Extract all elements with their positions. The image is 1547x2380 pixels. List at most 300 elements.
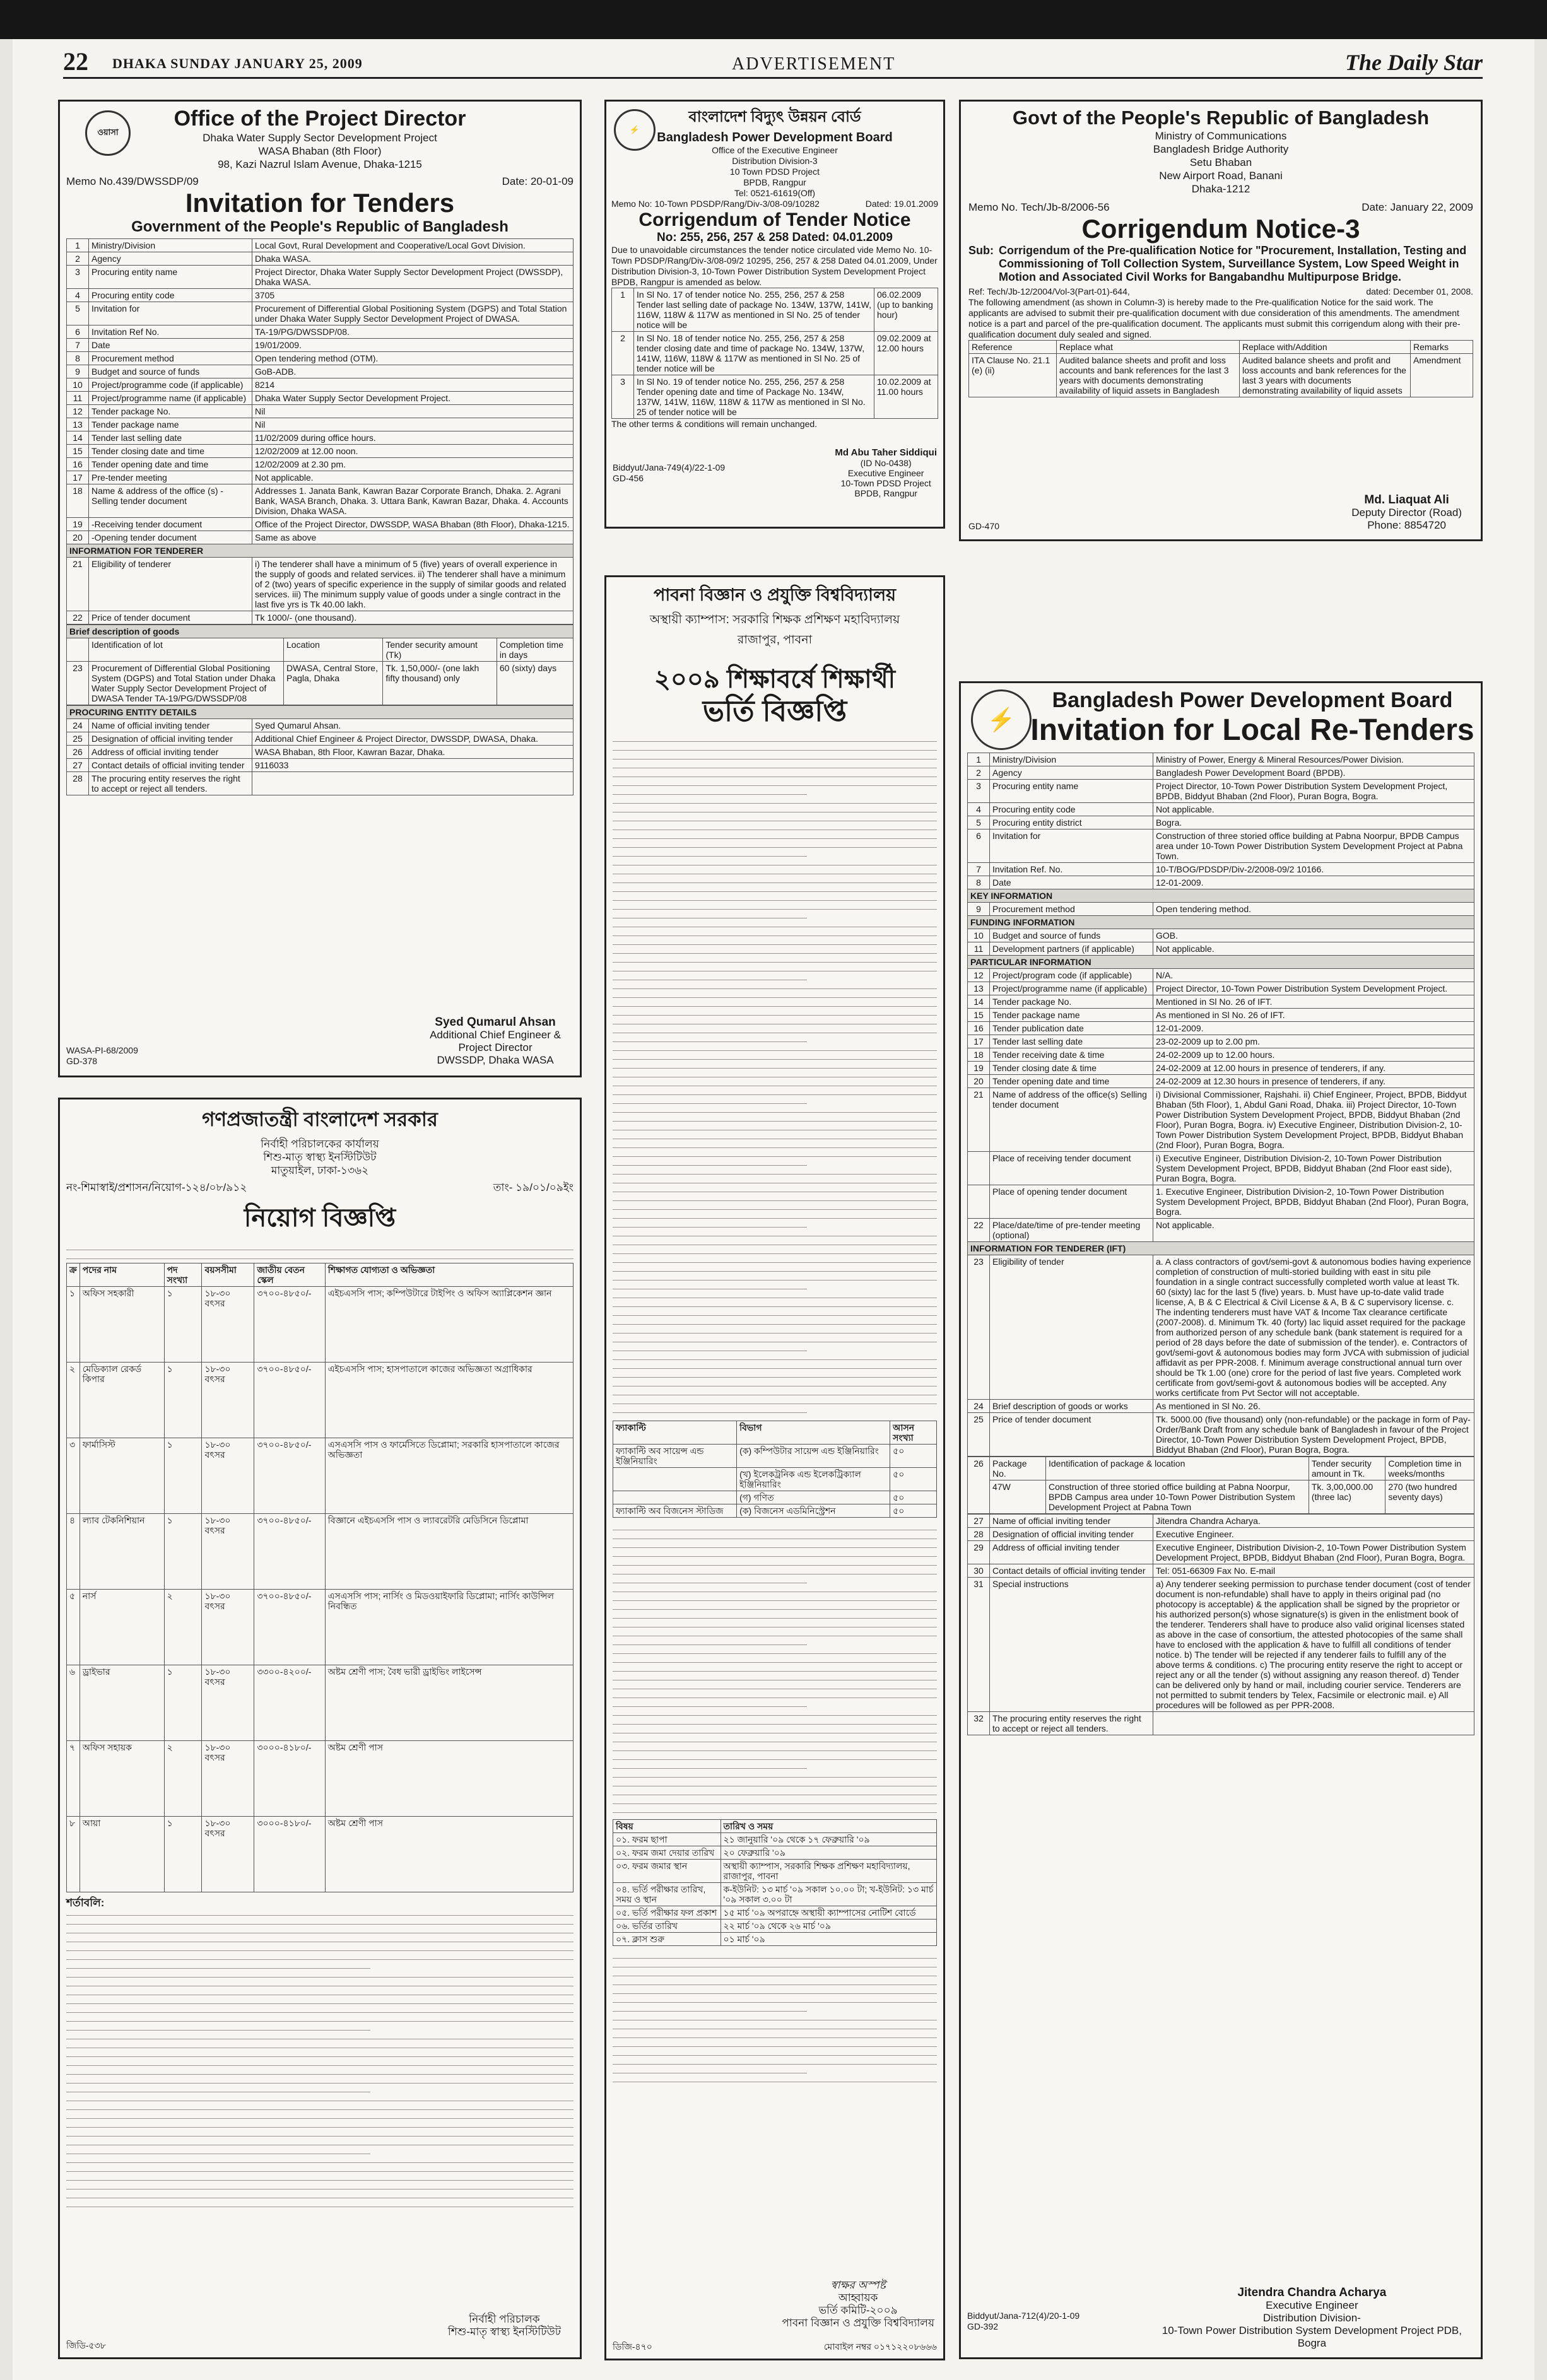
table-cell: ফ্যাকাল্টি অব সায়েন্স এন্ড ইঞ্জিনিয়ারিং <box>613 1445 737 1468</box>
row-label: Pre-tender meeting <box>89 471 252 484</box>
text-line <box>613 1988 937 1994</box>
text-line <box>66 2077 574 2084</box>
row-label: Invitation Ref. No. <box>990 863 1153 876</box>
row-value: 11/02/2009 during office hours. <box>252 431 574 445</box>
text-line <box>613 912 807 918</box>
table-row <box>968 929 1474 942</box>
table-row <box>968 1219 1474 1242</box>
row-number: 5 <box>968 816 990 829</box>
signatory-designation: Additional Chief Engineer & <box>430 1029 561 1041</box>
table-row <box>613 1468 937 1491</box>
text-line <box>66 2024 370 2031</box>
text-line <box>613 1248 937 1254</box>
row-number: 6 <box>67 325 89 339</box>
column-header: বয়সসীমা <box>202 1263 254 1287</box>
table-row <box>968 766 1474 780</box>
row-number: 10 <box>67 378 89 392</box>
reference-date: dated: December 01, 2008. <box>1366 286 1473 296</box>
text-line <box>613 1683 937 1689</box>
signatory-name: Md. Liaquat Ali <box>1364 493 1449 507</box>
table-cell: ৭ <box>67 1741 80 1817</box>
table-row <box>67 405 574 418</box>
text-line <box>613 1807 937 1813</box>
row-label: Agency <box>89 252 252 266</box>
text-line <box>66 2139 574 2145</box>
row-value: Executive Engineer. <box>1153 1528 1474 1541</box>
text-line <box>613 868 937 874</box>
table-cell: ৫ <box>67 1590 80 1665</box>
table-cell: ১৮-৩০ বৎসর <box>202 1817 254 1892</box>
row-number: 13 <box>67 418 89 431</box>
row-number: 22 <box>968 1219 990 1242</box>
table-cell: (খ) ইলেকট্রনিক এন্ড ইলেকট্রিক্যাল ইঞ্জিনিয়ারিং <box>737 1468 890 1491</box>
table-cell: ৩৭০০-৪৮৫০/- <box>254 1590 325 1665</box>
table-cell: 1 <box>612 288 634 332</box>
ad-code: GD-470 <box>968 521 1000 531</box>
ad-title: Corrigendum of Tender Notice <box>638 209 911 230</box>
table-cell: ১ <box>164 1817 202 1892</box>
other-terms: The other terms & conditions will remain unchanged. <box>611 419 818 429</box>
text-line <box>613 1648 937 1654</box>
signatory-designation: 10-Town PDSD Project <box>840 478 931 488</box>
row-number: 30 <box>968 1564 990 1578</box>
row-number: 25 <box>67 732 89 746</box>
place: রাজাপুর, পাবনা <box>737 633 813 647</box>
text-line <box>613 1239 937 1245</box>
row-number: 13 <box>968 982 990 995</box>
ad-subtitle: ভর্তি বিজ্ঞপ্তি <box>702 695 847 727</box>
table-cell: মেডিক্যাল রেকর্ড কিপার <box>79 1363 164 1438</box>
table-row <box>67 239 574 252</box>
table-row <box>67 1438 574 1514</box>
text-line <box>613 1265 937 1272</box>
table-row <box>67 518 574 531</box>
address-line: Setu Bhaban <box>1189 156 1252 168</box>
table-cell: ১ <box>164 1665 202 1741</box>
ad-code-line: Biddyut/Jana-749(4)/22-1-09 <box>613 462 726 472</box>
text-line <box>613 2005 807 2012</box>
table-row <box>67 1287 574 1363</box>
text-line <box>613 956 937 963</box>
bpdb-retender-ad <box>959 681 1483 2359</box>
text-line <box>613 744 937 751</box>
text-line <box>613 1524 937 1530</box>
row-value: 24-02-2009 at 12.30 hours in presence of tenderers, if any. <box>1153 1075 1474 1088</box>
row-label: Brief description of goods or works <box>990 1400 1153 1413</box>
table-row <box>968 753 1474 766</box>
lot-header: Tender security amount (Tk) <box>383 638 497 662</box>
row-number: 16 <box>67 458 89 471</box>
memo-date: Date: January 22, 2009 <box>1362 201 1473 213</box>
table-row <box>968 1062 1474 1075</box>
memo-date: Dated: 19.01.2009 <box>865 199 938 209</box>
text-line <box>613 833 937 839</box>
mobile-number: মোবাইল নম্বর ০১৭১২২০৮৬৬৬ <box>823 2342 937 2352</box>
text-line <box>613 1709 937 1716</box>
table-row <box>613 1491 937 1504</box>
row-value: 23-02-2009 up to 2.00 pm. <box>1153 1035 1474 1048</box>
text-line <box>613 1283 807 1289</box>
section-header: INFORMATION FOR TENDERER (IFT) <box>968 1242 1474 1255</box>
text-line <box>613 1071 937 1077</box>
ad-code-line: Biddyut/Jana-712(4)/20-1-09 <box>967 2311 1080 2321</box>
text-line <box>613 1274 937 1281</box>
table-cell: ২ <box>164 1590 202 1665</box>
text-line <box>613 753 937 759</box>
address-line: Bangladesh Bridge Authority <box>1153 143 1289 155</box>
row-label: -Receiving tender document <box>89 518 252 531</box>
body-text-lines <box>613 736 937 1417</box>
row-label: Tender last selling date <box>990 1035 1153 1048</box>
text-line <box>613 1115 937 1122</box>
row-label: Tender opening date and time <box>89 458 252 471</box>
table-cell: 47W <box>990 1480 1046 1514</box>
org-name: Bangladesh Power Development Board <box>1052 688 1453 712</box>
table-row <box>67 484 574 518</box>
ad-code <box>613 462 725 484</box>
table-row <box>968 1022 1474 1035</box>
text-line <box>613 2049 937 2056</box>
row-number: 5 <box>67 302 89 325</box>
table-row <box>968 829 1474 863</box>
table-row <box>613 1833 937 1846</box>
row-label: Name of official inviting tender <box>990 1515 1153 1528</box>
text-line <box>613 1371 937 1378</box>
signatory-designation: আহ্বায়ক <box>838 2292 878 2304</box>
table-row <box>968 1578 1474 1712</box>
row-value: Jitendra Chandra Acharya. <box>1153 1515 1474 1528</box>
signatory-designation: Distribution Division- <box>1262 2312 1361 2324</box>
row-value: Nil <box>252 405 574 418</box>
office-line: শিশু-মাতৃ স্বাস্থ্য ইনস্টিটিউট <box>263 1151 377 1163</box>
row-label: Project/programme code (if applicable) <box>89 378 252 392</box>
row-number: 28 <box>968 1528 990 1541</box>
text-line <box>66 1244 574 1250</box>
table-row <box>67 458 574 471</box>
table-cell: ০৫. ভর্তি পরীক্ষার ফল প্রকাশ <box>613 1906 721 1920</box>
body-text: The following amendment (as shown in Column-3) is hereby made to the Pre-qualification Notice for the said work. The applicants are advised to submit their pre-qualification document with due consideration of this amendments. The amendment notice is a part and parcel of the pre-qualification document. The applicants must submit this corrigendum along with their pre-qualification document duly sealed and signed. <box>968 297 1461 339</box>
text-line <box>613 1133 937 1139</box>
row-value: Project Director, Dhaka Water Supply Sector Development Project (DWSSDP), Dhaka WASA. <box>252 266 574 289</box>
row-number: 7 <box>67 339 89 352</box>
table-cell: ৩৭০০-৪৮৫০/- <box>254 1287 325 1363</box>
text-line <box>613 1124 937 1130</box>
text-line <box>66 2051 574 2057</box>
signatory-designation: BPDB, Rangpur <box>854 488 917 498</box>
table-row <box>67 392 574 405</box>
row-label: Name of address of the office(s) Selling tender document <box>990 1088 1153 1152</box>
row-value: Tel: 051-66309 Fax No. E-mail <box>1153 1564 1474 1578</box>
row-value: Addresses 1. Janata Bank, Kawran Bazar Corporate Branch, Dhaka. 2. Agrani Bank, WASA Branch, Dhaka. 3. Uttara Bank, Kawran Bazar, Dhaka. 4. Accounts Division, Dhaka WASA. <box>252 484 574 518</box>
text-line <box>613 886 937 892</box>
text-line <box>613 1542 937 1548</box>
row-value: Procurement of Differential Global Positioning System (DGPS) and Total Station under Dhaka Water Supply Sector Development Project of DWASA. <box>252 302 574 325</box>
text-line <box>613 1656 937 1663</box>
row-value: Ministry of Power, Energy & Mineral Resources/Power Division. <box>1153 753 1474 766</box>
text-line <box>613 2067 807 2073</box>
row-label: Address of official inviting tender <box>990 1541 1153 1564</box>
table-cell: ড্রাইভার <box>79 1665 164 1741</box>
signatory-designation: DWSSDP, Dhaka WASA <box>437 1054 554 1066</box>
column-header: পদের নাম <box>79 1263 164 1287</box>
table-cell: ৩৭০০-৪৮৫০/- <box>254 1363 325 1438</box>
row-label: Tender opening date and time <box>990 1075 1153 1088</box>
text-line <box>66 2033 574 2039</box>
table-cell: Tk. 3,00,000.00 (three lac) <box>1309 1480 1385 1514</box>
text-line <box>613 736 937 742</box>
row-value: Office of the Project Director, DWSSDP, WASA Bhaban (8th Floor), Dhaka-1215. <box>252 518 574 531</box>
text-line <box>613 1612 937 1619</box>
text-line <box>613 1018 937 1024</box>
table-cell: ১৮-৩০ বৎসর <box>202 1514 254 1590</box>
row-value: Project Director, 10-Town Power Distribution System Development Project, BPDB, Biddyut Bhaban (2nd Floor), Puran Bogra, Bogra. <box>1153 780 1474 803</box>
table-row <box>613 1504 937 1518</box>
campus: অস্থায়ী ক্যাম্পাস: সরকারি শিক্ষক প্রশিক্ষণ মহাবিদ্যালয় <box>649 613 900 626</box>
text-line <box>613 1595 937 1601</box>
row-number: 23 <box>968 1255 990 1400</box>
row-number: 9 <box>968 903 990 916</box>
row-number: 2 <box>968 766 990 780</box>
table-row <box>968 1400 1474 1413</box>
amendment-table <box>611 288 938 419</box>
text-line <box>613 1053 937 1060</box>
text-line <box>66 1918 574 1925</box>
row-label: Price of tender document <box>89 611 252 624</box>
table-row <box>968 1185 1474 1219</box>
row-label: Procuring entity code <box>990 803 1153 816</box>
address-line-1: WASA Bhaban (8th Floor) <box>258 145 382 157</box>
post-table <box>66 1263 574 1892</box>
text-line <box>613 1301 937 1307</box>
table-cell: ০২. ফরম জমা দেয়ার তারিখ <box>613 1846 721 1860</box>
text-line <box>613 1195 937 1201</box>
table-cell: ০৩. ফরম জমার স্থান <box>613 1860 721 1883</box>
table-row <box>968 1413 1474 1457</box>
wasa-emblem-icon: ওয়াসা <box>85 110 131 156</box>
table-cell: ১৮-৩০ বৎসর <box>202 1363 254 1438</box>
text-line <box>66 2095 574 2101</box>
text-line <box>66 1909 574 1916</box>
table-row <box>67 418 574 431</box>
row-label: Contact details of official inviting tender <box>89 759 252 772</box>
table-cell: ৩০০০-৪১৮০/- <box>254 1741 325 1817</box>
column-header: Remarks <box>1411 341 1473 354</box>
section-header: PARTICULAR INFORMATION <box>968 956 1474 969</box>
row-label: Tender closing date & time <box>990 1062 1153 1075</box>
row-value: Construction of three storied office building at Pabna Noorpur, BPDB Campus area under 10-Town Power Distribution System Development Project at Pabna Town. <box>1153 829 1474 863</box>
table-cell: অফিস সহকারী <box>79 1287 164 1363</box>
table-row <box>968 816 1474 829</box>
text-line <box>613 2032 937 2038</box>
column-header: Completion time in weeks/months <box>1385 1457 1474 1480</box>
text-line <box>613 903 937 910</box>
text-line <box>66 1971 574 1978</box>
row-number: 21 <box>67 558 89 611</box>
table-row <box>968 982 1474 995</box>
column-header: Package No. <box>990 1457 1046 1480</box>
row-value: i) Divisional Commissioner, Rajshahi. ii) Chief Engineer, Project, BPDB, Biddyut Bhaban (5th Floor), 1, Abdul Gani Road, Dhaka. iii) Project Director, 10-Town Power Distribution System Development Project, BPDB, Biddyut Bhaban (2nd Floor), Puran Bogra, Bogra. iv) Executive Engineer, Distribution Division-2, 10-Town Power Distribution System Development Project, BPDB, Biddyut Bhaban (2nd Floor), Puran Bogra, Bogra. <box>1153 1088 1474 1152</box>
text-line <box>613 1736 937 1742</box>
text-line <box>613 1168 937 1175</box>
row-number: 4 <box>968 803 990 816</box>
text-line <box>613 1336 937 1342</box>
row-number: 18 <box>67 484 89 518</box>
row-number: 24 <box>67 719 89 732</box>
row-label: Date <box>89 339 252 352</box>
signatory-name: Syed Qumarul Ahsan <box>435 1016 556 1029</box>
row-value: Same as above <box>252 531 574 544</box>
text-line <box>613 1177 937 1183</box>
signatory-designation: শিশু-মাতৃ স্বাস্থ্য ইনস্টিটিউট <box>447 2326 561 2338</box>
table-cell: 2 <box>612 332 634 375</box>
row-number: 27 <box>968 1515 990 1528</box>
row-number: 6 <box>968 829 990 863</box>
row-label: Tender package name <box>89 418 252 431</box>
corrigendum-table <box>968 340 1473 397</box>
table-row <box>67 431 574 445</box>
lot-number: 23 <box>67 662 89 705</box>
table-cell: ৫০ <box>890 1468 937 1491</box>
text-line <box>66 1980 574 1986</box>
text-line <box>613 1027 937 1033</box>
column-header: Identification of package & location <box>1046 1457 1309 1480</box>
table-cell: ০৭. ক্লাস শুরু <box>613 1933 721 1946</box>
ad-code: জিডি-৫৩৮ <box>66 2340 106 2350</box>
table-row <box>968 1075 1474 1088</box>
govt-line: Government of the People's Republic of Bangladesh <box>131 218 509 235</box>
office-line: BPDB, Rangpur <box>743 177 806 187</box>
row-value: WASA Bhaban, 8th Floor, Kawran Bazar, Dhaka. <box>252 746 574 759</box>
bridge-authority-ad <box>959 100 1483 541</box>
table-row <box>612 332 938 375</box>
bpdb-corrigendum-ad <box>604 100 945 529</box>
ad-code-line: GD-392 <box>967 2321 999 2331</box>
table-cell: অষ্টম শ্রেণী পাস <box>325 1741 573 1817</box>
phone: Tel: 0521-61619(Off) <box>734 188 816 198</box>
row-number: 29 <box>968 1541 990 1564</box>
text-line <box>613 2023 937 2029</box>
row-number: 21 <box>968 1088 990 1152</box>
table-cell: ১ <box>164 1514 202 1590</box>
table-cell: Amendment <box>1411 354 1473 397</box>
text-line <box>613 921 937 927</box>
ad-title: নিয়োগ বিজ্ঞপ্তি <box>244 1204 396 1232</box>
text-line <box>613 1771 937 1778</box>
table-row <box>968 995 1474 1009</box>
row-value: Local Govt, Rural Development and Cooperative/Local Govt Division. <box>252 239 574 252</box>
text-line <box>66 2166 574 2172</box>
row-label: Tender package No. <box>990 995 1153 1009</box>
text-line <box>613 2076 937 2082</box>
text-line <box>613 1000 937 1007</box>
text-line <box>613 1630 937 1636</box>
table-cell: ০১. ফরম ছাপা <box>613 1833 721 1846</box>
text-line <box>613 939 937 945</box>
text-line <box>66 1936 574 1942</box>
text-line <box>613 1089 937 1095</box>
package-table <box>967 1457 1474 1514</box>
table-row <box>968 1048 1474 1062</box>
text-line <box>66 2157 574 2163</box>
table-cell: In Sl No. 17 of tender notice No. 255, 256, 257 & 258 Tender last selling date of package No. 134W, 137W, 141W, 116W, 118W & 117W as mentioned in Sl No. 25 of tender notice will be <box>634 288 874 332</box>
table-cell: নার্স <box>79 1590 164 1665</box>
row-label: Special instructions <box>990 1578 1153 1712</box>
text-line <box>613 1389 937 1395</box>
column-header: আসন সংখ্যা <box>890 1421 937 1445</box>
text-line <box>613 2041 937 2047</box>
row-label: Date <box>990 876 1153 889</box>
text-line <box>613 806 937 812</box>
signatory-designation: Project Director <box>458 1041 532 1053</box>
row-number: 20 <box>67 531 89 544</box>
table-row <box>67 325 574 339</box>
row-value: Open tendering method (OTM). <box>252 352 574 365</box>
signatory-designation: Deputy Director (Road) <box>1351 507 1462 519</box>
table-cell: In Sl No. 18 of tender notice No. 255, 256, 257 & 258 tender closing date and time of package No. 134W, 137W, 141W, 116W, 118W & 117W as mentioned in Sl No. 25 of tender notice will be <box>634 332 874 375</box>
text-line <box>613 1754 937 1760</box>
govt-title: গণপ্রজাতন্ত্রী বাংলাদেশ সরকার <box>202 1108 438 1130</box>
table-row <box>968 1564 1474 1578</box>
text-line <box>613 1718 937 1725</box>
row-value <box>252 772 574 795</box>
ad-title: ২০০৯ শিক্ষাবর্ষে শিক্ষার্থী <box>654 665 896 693</box>
text-line <box>66 1989 574 1995</box>
row-value: Not applicable. <box>252 471 574 484</box>
table-cell: ১৮-৩০ বৎসর <box>202 1665 254 1741</box>
row-label: Project/programme name (if applicable) <box>990 982 1153 995</box>
row-value: i) The tenderer shall have a minimum of 5 (five) years of overall experience in the supply of goods and related services. ii) The tenderer shall have a minimum of 2 (two) years of specific experience in the supply of similar goods and related services. iii) The minimum supply value of goods under a single contract in the last five yrs is Tk 40.00 lakh. <box>252 558 574 611</box>
text-line <box>613 771 937 777</box>
table-cell: ক-ইউনিট: ১৩ মার্চ '০৯ সকাল ১০.০০ টা; খ-ইউনিট: ১৩ মার্চ '০৯ সকাল ৩.০০ টা <box>721 1883 936 1906</box>
table-row <box>613 1933 937 1946</box>
row-value: TA-19/PG/DWSSDP/08. <box>252 325 574 339</box>
text-line <box>613 1045 937 1051</box>
text-line <box>613 1363 937 1369</box>
text-line <box>613 762 937 768</box>
table-row <box>67 719 574 732</box>
table-cell: ২ <box>164 1741 202 1817</box>
text-line <box>66 2113 574 2119</box>
table-cell: 09.02.2009 at 12.00 hours <box>874 332 938 375</box>
text-line <box>613 1310 937 1316</box>
table-row <box>67 531 574 544</box>
text-line <box>66 2174 574 2181</box>
lot-cell: DWASA, Central Store, Pagla, Dhaka <box>284 662 383 705</box>
text-line <box>66 2121 574 2128</box>
text-line <box>66 2068 574 2075</box>
column-header: বিষয় <box>613 1820 721 1833</box>
table-row <box>968 1255 1474 1400</box>
row-value: Bangladesh Power Development Board (BPDB). <box>1153 766 1474 780</box>
row-label: Agency <box>990 766 1153 780</box>
signatory-designation: 10-Town Power Distribution System Development Project PDB, <box>1162 2324 1462 2336</box>
text-line <box>613 1230 937 1236</box>
row-value: a) Any tenderer seeking permission to purchase tender document (cost of tender document is non-refundable) shall have to apply in theirs original pad (no photocopy is acceptable) & the application shall be signed by the proprietor or his authorized person(s) whose signature(s) is given in the enlistment book of the tenderer. Tenderers shall have to produce also valid original licenses stated as above in the case of consortium, the attested photocopies of the same shall have to enclosed with the application & have to fulfill all conditions of tender notice. b) The tender will be rejected if any tenderer fails to fulfill any of the above terms & conditions. c) The procuring entity reserve the right to accept or reject any or all the tender (s) without assigning any reason thereof. d) Tender can be delivered only by hand or mail, including courier service. Tenderers are not permitted to submit tenders by Telex, Facsimile or electronic mail. e) All procedures will be followed as per PPR-2008. <box>1153 1578 1474 1712</box>
entity-table <box>66 705 574 795</box>
wasa-tender-ad <box>58 100 582 1077</box>
signatory-designation: ভর্তি কমিটি-২০০৯ <box>818 2304 898 2316</box>
row-value: 24-02-2009 at 12.00 hours in presence of tenderers, if any. <box>1153 1062 1474 1075</box>
row-number: 11 <box>67 392 89 405</box>
text-line <box>613 1701 807 1707</box>
table-row <box>67 772 574 795</box>
text-line <box>613 1098 807 1104</box>
text-line <box>66 2210 370 2212</box>
row-value: i) Executive Engineer, Distribution Division-2, 10-Town Power Distribution System Development Project, BPDB, Biddyut Bhaban (2nd Floor east side), Puran Bogra, Bogra. <box>1153 1152 1474 1185</box>
table-row <box>67 1514 574 1590</box>
table-cell: আয়া <box>79 1817 164 1892</box>
row-value: 12/02/2009 at 2.30 pm. <box>252 458 574 471</box>
